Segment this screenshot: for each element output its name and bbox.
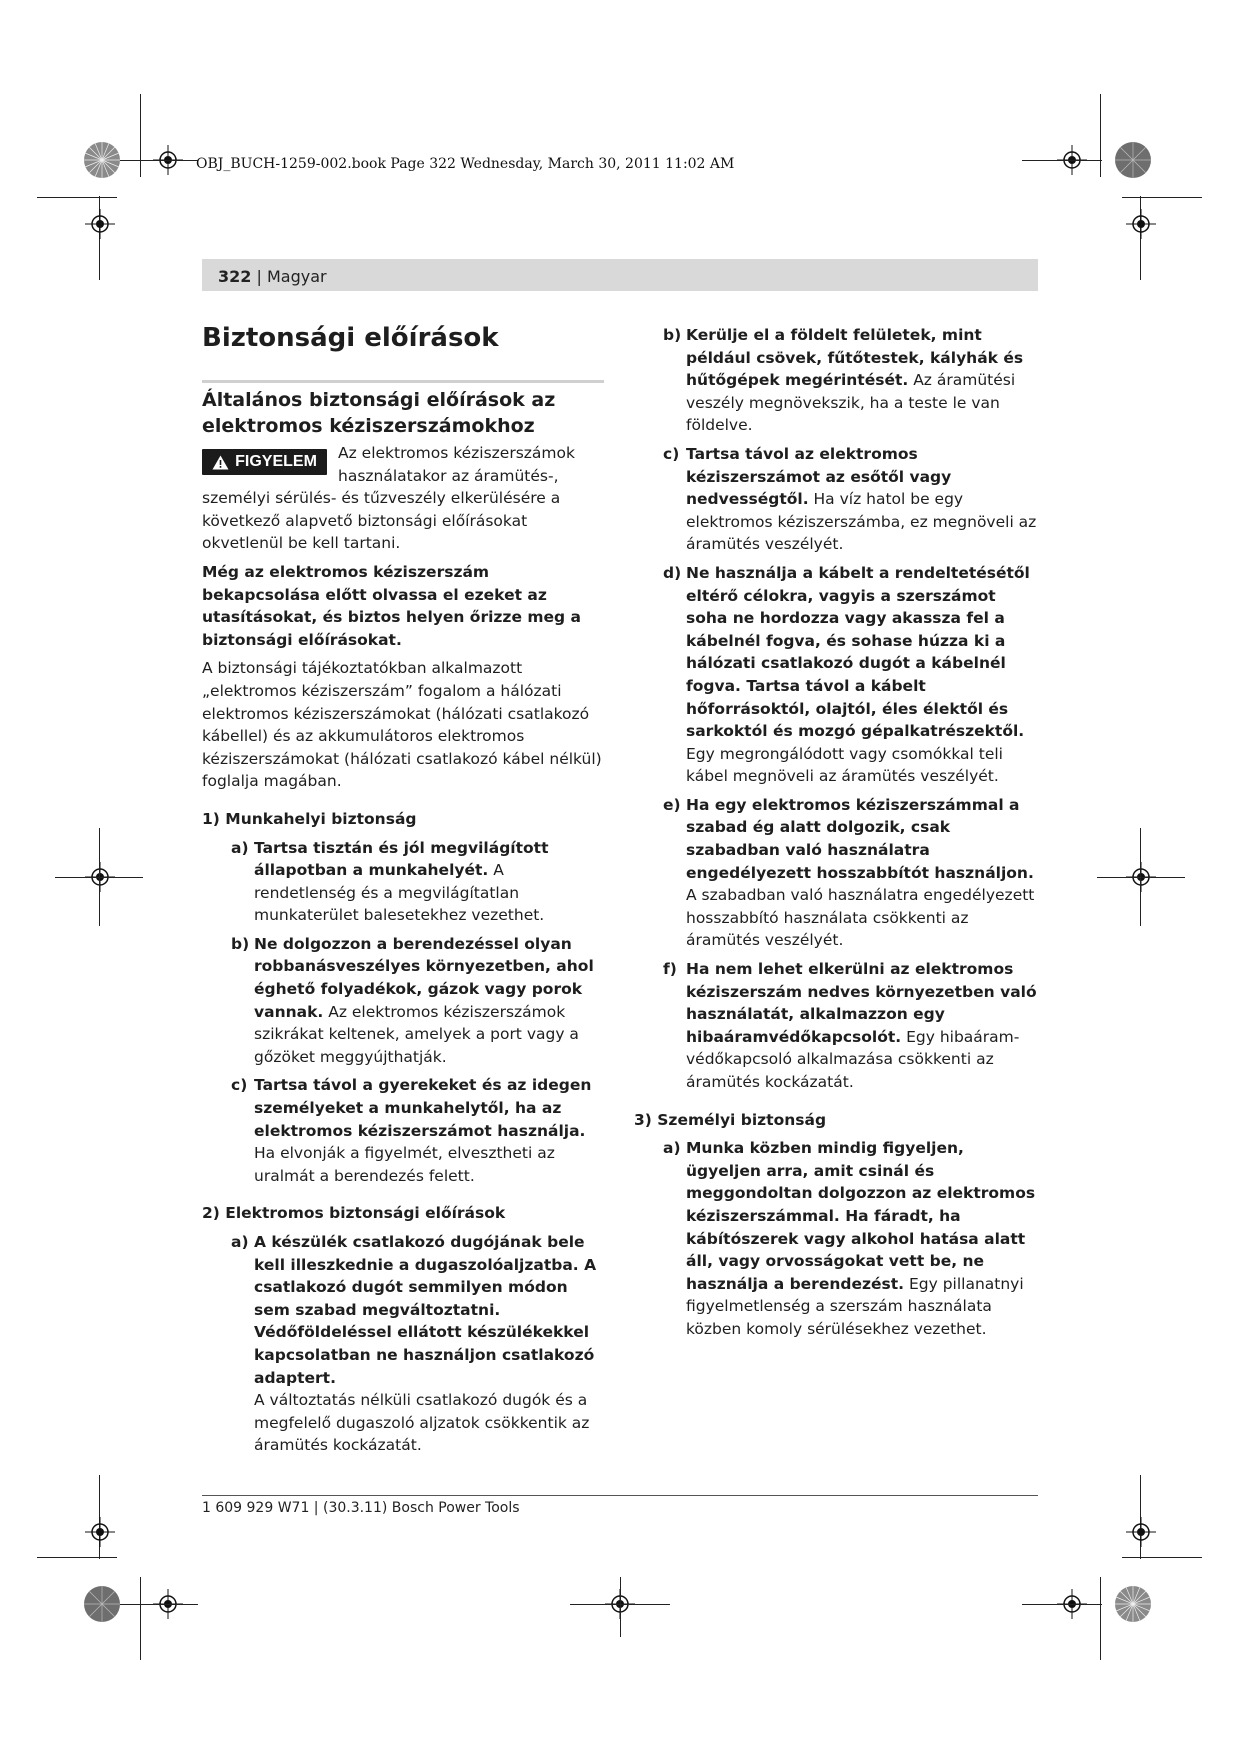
left-column bbox=[202, 442, 606, 1457]
item-text: Az elektromos kéziszerszámok szikrákat keltenek, amelyek a port vagy a gőzöket meggyújthatják. bbox=[254, 1002, 579, 1066]
item-label: a) bbox=[231, 1233, 249, 1251]
item-label: d) bbox=[663, 563, 682, 582]
crop-line bbox=[1122, 197, 1202, 198]
crop-line bbox=[1100, 1577, 1101, 1660]
crop-line bbox=[140, 1577, 141, 1660]
list-item bbox=[663, 958, 1038, 1094]
item-text: Az áramütési veszély megnövekszik, ha a teste le van földelve. bbox=[686, 371, 1016, 435]
title-rule bbox=[202, 380, 604, 383]
item-text: A változtatás nélküli csatlakozó dugók és a megfelelő dugaszoló aljzatok csökkentik az áramütés kockázatát. bbox=[254, 1391, 590, 1455]
crosshair-icon bbox=[1126, 209, 1156, 239]
item-label: b) bbox=[231, 934, 250, 953]
list-item bbox=[231, 1074, 606, 1187]
warning-text-line2: használatakor az áramütés-, bbox=[338, 466, 559, 485]
section-heading: 1) Munkahelyi biztonság bbox=[202, 809, 417, 828]
list-item bbox=[231, 837, 606, 927]
item-text: Egy pillanatnyi figyelmetlenség a szerszám használata közben komoly sérülésekhez vezethet. bbox=[686, 1274, 1024, 1338]
crop-line bbox=[55, 877, 143, 878]
list-item bbox=[231, 933, 606, 1069]
item-bold: Tartsa távol a gyerekeket és az idegen személyeket a munkahelytől, ha az elektromos kéziszerszámot használja. bbox=[254, 1076, 592, 1140]
page-number: 322 bbox=[218, 267, 252, 286]
item-bold: Ne használja a kábelt a rendeltetésétől eltérő célokra, vagyis a szerszámot soha ne hordozza vagy akassza fel a kábelnél fogva, és sohase húzza ki a hálózati csatlakozó dugót a kábelnél fogva. Tartsa távol a kábelt hőforrásoktól, olajtól, éles élektől és sarkoktól és mozgó gépalkatrészektől. bbox=[686, 563, 1030, 741]
section-heading: 2) Elektromos biztonsági előírások bbox=[202, 1204, 506, 1223]
crop-line bbox=[37, 1557, 117, 1558]
crosshair-icon bbox=[85, 209, 115, 239]
list-item bbox=[663, 324, 1038, 437]
item-label: c) bbox=[231, 1076, 248, 1095]
section-subtitle: Általános biztonsági előírások az elektromos kéziszerszámokhoz bbox=[202, 389, 556, 437]
page-title: Biztonsági előírások bbox=[202, 323, 499, 353]
list-item bbox=[663, 443, 1038, 556]
item-text: Egy hibaáram-védőkapcsoló alkalmazása csökkenti az áramütés kockázatát. bbox=[686, 1027, 1020, 1091]
item-label: b) bbox=[663, 326, 682, 344]
crop-line bbox=[118, 160, 198, 161]
item-text: Ha elvonják a figyelmét, elvesztheti az uralmát a berendezés felett. bbox=[254, 1144, 555, 1185]
item-label: a) bbox=[663, 1139, 681, 1158]
item-bold: Ha egy elektromos kéziszerszámmal a szabad ég alatt dolgozik, csak szabadban való használatra engedélyezett hosszabbítót használjon. bbox=[686, 795, 1034, 882]
warning-text-rest: személyi sérülés- és tűzveszély elkerülésére a következő alapvető biztonsági előírásokat okvetlenül be kell tartani. bbox=[202, 489, 561, 553]
warning-label: FIGYELEM bbox=[235, 453, 317, 470]
crosshair-icon bbox=[1126, 1517, 1156, 1547]
crop-line bbox=[1100, 94, 1101, 177]
color-rosette-icon bbox=[1114, 141, 1152, 179]
item-label: e) bbox=[663, 795, 681, 814]
page-footer: 1 609 929 W71 | (30.3.11) Bosch Power Tools bbox=[202, 1500, 520, 1516]
print-info: OBJ_BUCH-1259-002.book Page 322 Wednesday, March 30, 2011 11:02 AM bbox=[196, 156, 735, 172]
section-heading: 3) Személyi biztonság bbox=[634, 1110, 827, 1129]
header-band bbox=[202, 259, 1038, 291]
crop-line bbox=[620, 1577, 621, 1637]
warning-text-line1: Az elektromos kéziszerszámok bbox=[338, 444, 575, 462]
color-rosette-icon bbox=[1114, 1585, 1152, 1623]
crop-line bbox=[1022, 160, 1102, 161]
item-bold: Ne dolgozzon a berendezéssel olyan robbanásveszélyes környezetben, ahol éghető folyadékok, gázok vagy porok vannak. bbox=[254, 934, 594, 1021]
list-item bbox=[231, 1231, 606, 1457]
item-label: f) bbox=[663, 960, 677, 979]
item-text: Ha víz hatol be egy elektromos kéziszerszámba, ez megnöveli az áramütés veszélyét. bbox=[686, 490, 1037, 554]
item-bold: Tartsa távol az elektromos kéziszerszámot az esőtől vagy nedvességtől. bbox=[686, 444, 952, 509]
item-bold: Kerülje el a földelt felületek, mint például csövek, fűtőtestek, kályhák és hűtőgépek megérintését. bbox=[686, 326, 1024, 390]
intro-bold: Még az elektromos kéziszerszám bekapcsolása előtt olvassa el ezeket az utasításokat, és biztos helyen őrizze meg a biztonsági előírásokat. bbox=[202, 562, 581, 649]
page-header bbox=[218, 267, 327, 286]
header-separator: | bbox=[256, 267, 262, 286]
crop-line bbox=[140, 94, 141, 177]
item-bold: A készülék csatlakozó dugójának bele kell illeszkednie a dugaszolóaljzatba. A csatlakozó dugót semmilyen módon sem szabad megváltoztatni. Védőföldeléssel ellátott készülékekkel kapcsolatban ne használjon csatlakozó adaptert. bbox=[254, 1233, 597, 1387]
item-text: A szabadban való használatra engedélyezett hosszabbító használata csökkenti az áramütés veszélyét. bbox=[686, 886, 1035, 950]
crop-line bbox=[1022, 1604, 1102, 1605]
crosshair-icon bbox=[85, 1517, 115, 1547]
item-text: Egy megrongálódott vagy csomókkal teli kábel megnöveli az áramütés veszélyét. bbox=[686, 744, 1003, 786]
color-rosette-icon bbox=[83, 1585, 121, 1623]
right-column bbox=[634, 324, 1038, 1341]
footer-rule bbox=[202, 1495, 1038, 1496]
crop-line bbox=[118, 1604, 198, 1605]
item-text: A rendetlenség és a megvilágítatlan munkaterület balesetekhez vezethet. bbox=[254, 861, 545, 925]
crop-line bbox=[1097, 877, 1185, 878]
header-language: Magyar bbox=[266, 267, 327, 286]
list-item bbox=[663, 1137, 1038, 1340]
list-item bbox=[663, 562, 1038, 788]
color-rosette-icon bbox=[83, 141, 121, 179]
item-label: a) bbox=[231, 838, 249, 857]
list-item bbox=[663, 794, 1038, 952]
crop-line bbox=[1122, 1557, 1202, 1558]
item-label: c) bbox=[663, 444, 680, 463]
item-bold: Munka közben mindig figyeljen, ügyeljen arra, amit csinál és meggondoltan dolgozzon az elektromos kéziszerszámmal. Ha fáradt, ha kábítószerek vagy alkohol hatása alatt áll, vagy orvosságokat vett be, ne használja a berendezést. bbox=[686, 1139, 1036, 1293]
item-bold: Ha nem lehet elkerülni az elektromos kéziszerszám nedves környezetben való használatát, alkalmazzon egy hibaáramvédőkapcsolót. bbox=[686, 960, 1037, 1046]
crop-line bbox=[37, 197, 117, 198]
item-bold: Tartsa tisztán és jól megvilágított állapotban a munkahelyét. bbox=[254, 838, 549, 880]
intro-text: A biztonsági tájékoztatókban alkalmazott „elektromos kéziszerszám” fogalom a hálózati elektromos kéziszerszámokat (hálózati csatlakozó kábellel) és az akkumulátoros elektromos kéziszerszámokat (hálózati csatlakozó kábel nélkül) foglalja magában. bbox=[202, 659, 602, 791]
